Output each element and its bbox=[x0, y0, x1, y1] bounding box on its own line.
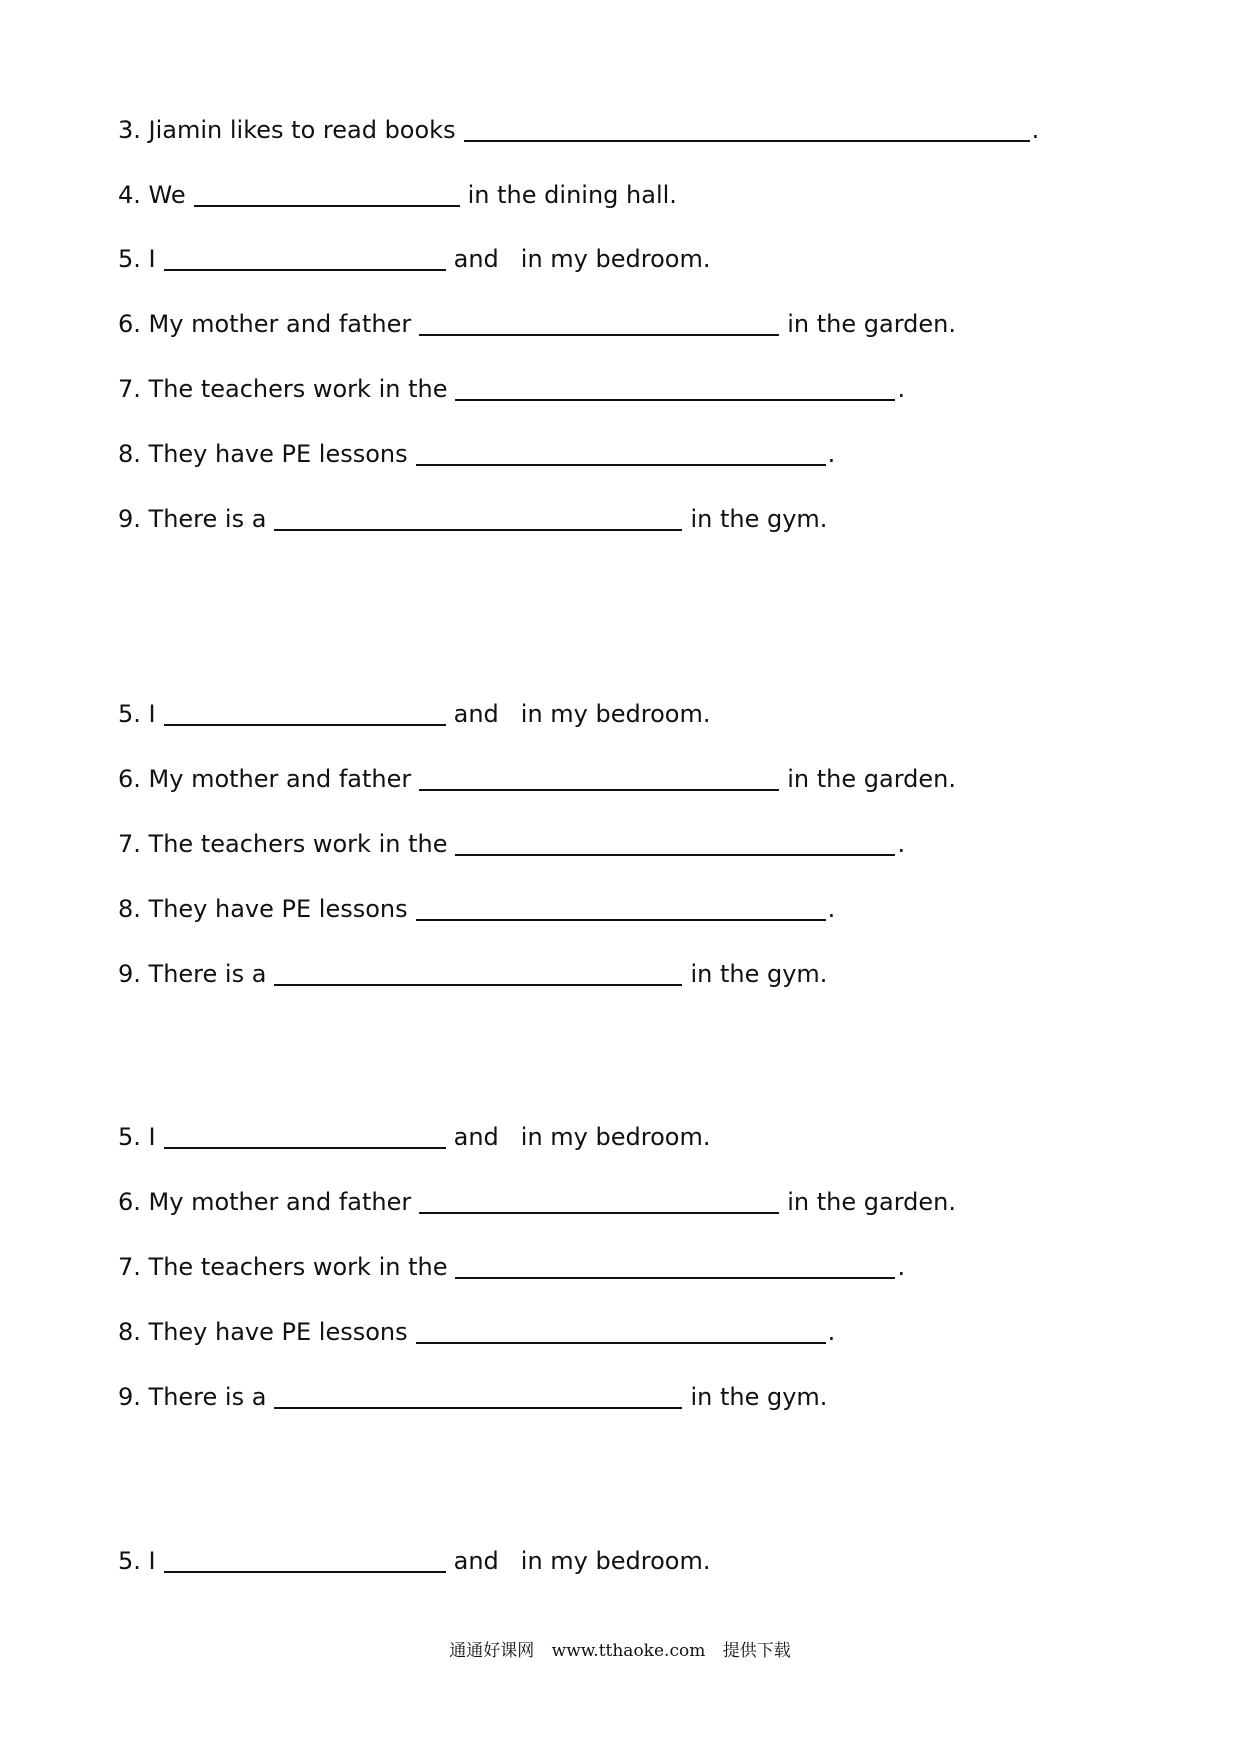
sentence-number: 5. bbox=[118, 700, 141, 728]
sentence-number: 4. bbox=[118, 181, 141, 209]
answer-blank[interactable] bbox=[455, 377, 895, 401]
sentence-number: 8. bbox=[118, 440, 141, 468]
answer-blank[interactable] bbox=[419, 312, 779, 336]
sentence-text: There is a bbox=[148, 505, 267, 533]
footer-note: 提供下载 bbox=[722, 1641, 791, 1661]
sentence-5 bbox=[118, 686, 710, 726]
sentence-number: 7. bbox=[118, 375, 141, 403]
sentence-number: 8. bbox=[118, 895, 141, 923]
answer-blank[interactable] bbox=[416, 1320, 826, 1344]
sentence-6 bbox=[118, 751, 956, 791]
sentence-text: . bbox=[897, 1253, 906, 1281]
sentence-text: in the garden. bbox=[787, 1188, 956, 1216]
sentence-text: They have PE lessons bbox=[148, 1318, 408, 1346]
sentence-text: in my bedroom. bbox=[520, 1547, 711, 1575]
page-footer bbox=[0, 1636, 1240, 1661]
sentence-9 bbox=[118, 491, 827, 531]
sentence-number: 5. bbox=[118, 1123, 141, 1151]
sentence-text: I bbox=[148, 245, 156, 273]
sentence-number: 6. bbox=[118, 765, 141, 793]
sentence-text: . bbox=[1031, 116, 1040, 144]
sentence-text: . bbox=[897, 830, 906, 858]
sentence-text: in the gym. bbox=[690, 1383, 828, 1411]
sentence-7 bbox=[118, 361, 905, 401]
sentence-3 bbox=[118, 102, 1039, 142]
sentence-8 bbox=[118, 426, 835, 466]
sentence-9 bbox=[118, 946, 827, 986]
sentence-7 bbox=[118, 1239, 905, 1279]
sentence-8 bbox=[118, 1304, 835, 1344]
sentence-text: There is a bbox=[148, 960, 267, 988]
sentence-text: in my bedroom. bbox=[520, 245, 711, 273]
sentence-text: They have PE lessons bbox=[148, 440, 408, 468]
sentence-6 bbox=[118, 296, 956, 336]
sentence-text: . bbox=[897, 375, 906, 403]
sentence-text: in the garden. bbox=[787, 765, 956, 793]
answer-blank[interactable] bbox=[274, 507, 682, 531]
sentence-7 bbox=[118, 816, 905, 856]
sentence-text: in my bedroom. bbox=[520, 1123, 711, 1151]
sentence-text: and bbox=[453, 1123, 499, 1151]
sentence-4 bbox=[118, 167, 677, 207]
sentence-text: I bbox=[148, 1123, 156, 1151]
answer-blank[interactable] bbox=[194, 183, 460, 207]
sentence-text: and bbox=[453, 700, 499, 728]
sentence-9 bbox=[118, 1369, 827, 1409]
answer-blank[interactable] bbox=[416, 442, 826, 466]
sentence-text: in my bedroom. bbox=[520, 700, 711, 728]
sentence-number: 8. bbox=[118, 1318, 141, 1346]
sentence-text: I bbox=[148, 700, 156, 728]
sentence-number: 5. bbox=[118, 1547, 141, 1575]
sentence-text: My mother and father bbox=[148, 310, 412, 338]
sentence-5 bbox=[118, 1109, 710, 1149]
answer-blank[interactable] bbox=[164, 1549, 446, 1573]
answer-blank[interactable] bbox=[419, 767, 779, 791]
sentence-number: 7. bbox=[118, 830, 141, 858]
sentence-text: . bbox=[827, 895, 836, 923]
sentence-number: 9. bbox=[118, 960, 141, 988]
sentence-number: 6. bbox=[118, 310, 141, 338]
answer-blank[interactable] bbox=[164, 702, 446, 726]
answer-blank[interactable] bbox=[419, 1190, 779, 1214]
footer-url: www.tthaoke.com bbox=[551, 1641, 706, 1661]
answer-blank[interactable] bbox=[455, 832, 895, 856]
sentence-text: in the gym. bbox=[690, 960, 828, 988]
sentence-number: 3. bbox=[118, 116, 141, 144]
sentence-5 bbox=[118, 1533, 710, 1573]
sentence-text: We bbox=[148, 181, 186, 209]
sentence-text: There is a bbox=[148, 1383, 267, 1411]
sentence-text: The teachers work in the bbox=[148, 1253, 448, 1281]
sentence-number: 6. bbox=[118, 1188, 141, 1216]
answer-blank[interactable] bbox=[464, 118, 1030, 142]
sentence-text: and bbox=[453, 245, 499, 273]
sentence-text: in the dining hall. bbox=[467, 181, 677, 209]
answer-blank[interactable] bbox=[164, 247, 446, 271]
answer-blank[interactable] bbox=[164, 1125, 446, 1149]
sentence-text: and bbox=[453, 1547, 499, 1575]
sentence-text: The teachers work in the bbox=[148, 375, 448, 403]
sentence-text: . bbox=[827, 1318, 836, 1346]
sentence-6 bbox=[118, 1174, 956, 1214]
sentence-text: in the garden. bbox=[787, 310, 956, 338]
sentence-text: They have PE lessons bbox=[148, 895, 408, 923]
sentence-number: 5. bbox=[118, 245, 141, 273]
sentence-text: . bbox=[827, 440, 836, 468]
sentence-8 bbox=[118, 881, 835, 921]
sentence-text: I bbox=[148, 1547, 156, 1575]
sentence-number: 9. bbox=[118, 1383, 141, 1411]
sentence-text: Jiamin likes to read books bbox=[148, 116, 456, 144]
sentence-text: My mother and father bbox=[148, 1188, 412, 1216]
answer-blank[interactable] bbox=[416, 897, 826, 921]
sentence-5 bbox=[118, 231, 710, 271]
sentence-number: 7. bbox=[118, 1253, 141, 1281]
sentence-text: The teachers work in the bbox=[148, 830, 448, 858]
sentence-text: My mother and father bbox=[148, 765, 412, 793]
sentence-number: 9. bbox=[118, 505, 141, 533]
sentence-text: in the gym. bbox=[690, 505, 828, 533]
answer-blank[interactable] bbox=[274, 1385, 682, 1409]
footer-site-name: 通通好课网 bbox=[449, 1641, 535, 1661]
answer-blank[interactable] bbox=[455, 1255, 895, 1279]
answer-blank[interactable] bbox=[274, 962, 682, 986]
